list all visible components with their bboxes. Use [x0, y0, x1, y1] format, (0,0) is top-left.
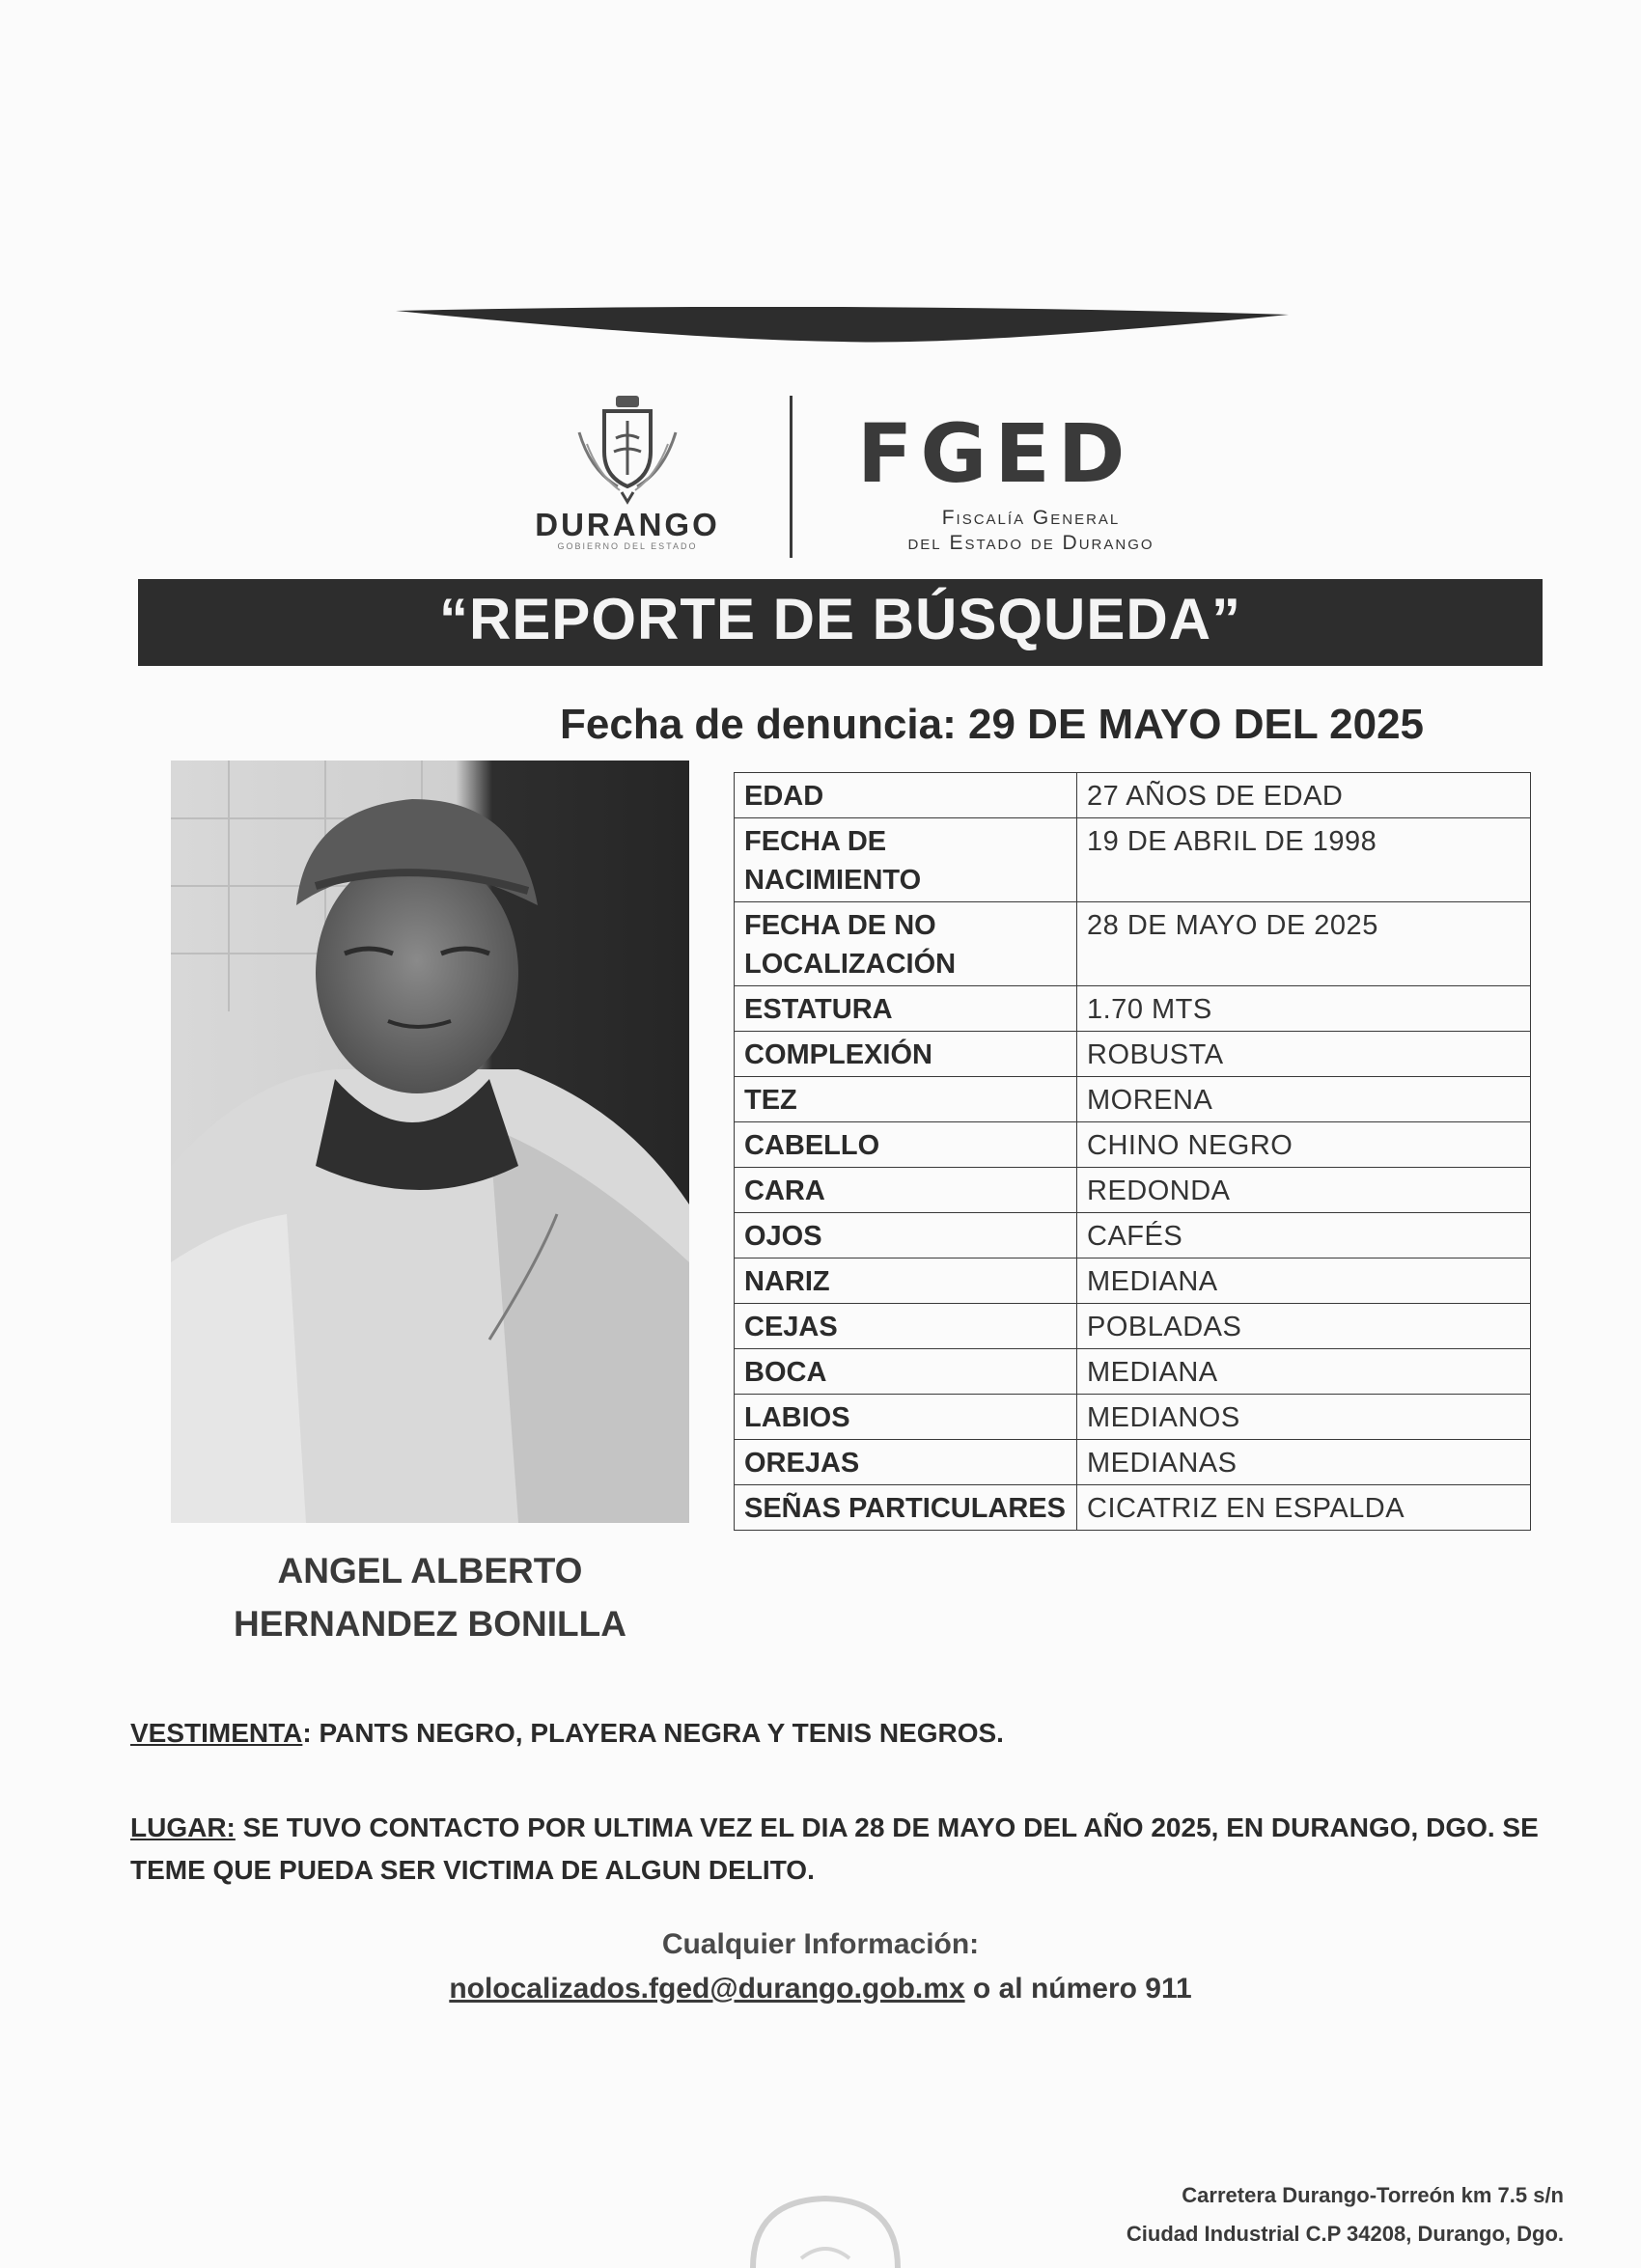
details-label: OJOS	[735, 1213, 1077, 1258]
details-value: CHINO NEGRO	[1077, 1122, 1531, 1168]
details-label: COMPLEXIÓN	[735, 1032, 1077, 1077]
report-date-value: 29 DE MAYO DEL 2025	[968, 701, 1425, 748]
report-date	[560, 701, 1424, 749]
place-text: SE TUVO CONTACTO POR ULTIMA VEZ EL DIA 28 DE MAYO DEL AÑO 2025, EN DURANGO, DGO. SE TEME QUE PUEDA SER VICTIMA DE ALGUN DELITO.	[130, 1812, 1539, 1885]
details-value: 28 DE MAYO DE 2025	[1077, 902, 1531, 986]
person-photo-image	[171, 761, 689, 1523]
details-label: SEÑAS PARTICULARES	[735, 1485, 1077, 1531]
place-label: LUGAR:	[130, 1812, 236, 1842]
details-label: LABIOS	[735, 1395, 1077, 1440]
address-line1: Carretera Durango-Torreón km 7.5 s/n	[1182, 2183, 1564, 2207]
details-label: BOCA	[735, 1349, 1077, 1395]
contact-email-link[interactable]: nolocalizados.fged@durango.gob.mx	[449, 1973, 965, 2005]
details-row	[735, 1032, 1531, 1077]
details-label: CABELLO	[735, 1122, 1077, 1168]
durango-shield-icon	[570, 394, 685, 505]
person-name-line1: ANGEL ALBERTO	[277, 1551, 583, 1590]
details-value: MEDIANA	[1077, 1349, 1531, 1395]
details-row	[735, 1168, 1531, 1213]
header-arc	[396, 307, 1289, 344]
durango-logo-text: DURANGO	[535, 507, 720, 542]
report-date-label: Fecha de denuncia:	[560, 701, 957, 748]
contact-heading: Cualquier Información:	[661, 1928, 980, 1960]
details-row	[735, 818, 1531, 902]
details-value: CICATRIZ EN ESPALDA	[1077, 1485, 1531, 1531]
durango-logo-subtext: GOBIERNO DEL ESTADO	[557, 541, 698, 551]
details-value: 19 DE ABRIL DE 1998	[1077, 818, 1531, 902]
details-value: MEDIANAS	[1077, 1440, 1531, 1485]
details-value: ROBUSTA	[1077, 1032, 1531, 1077]
details-row	[735, 1258, 1531, 1304]
person-name-line2: HERNANDEZ BONILLA	[234, 1604, 626, 1644]
fged-subtext-line2: del Estado de Durango	[907, 532, 1154, 554]
address-line2: Ciudad Industrial C.P 34208, Durango, Dgo.	[1126, 2222, 1564, 2246]
details-row	[735, 986, 1531, 1032]
details-value: MEDIANA	[1077, 1258, 1531, 1304]
details-value: 27 AÑOS DE EDAD	[1077, 773, 1531, 818]
details-table	[734, 772, 1531, 1531]
details-row	[735, 902, 1531, 986]
details-label: OREJAS	[735, 1440, 1077, 1485]
contact-line	[0, 1973, 1641, 2005]
clothing-label: VESTIMENTA	[130, 1718, 303, 1748]
place-paragraph	[130, 1807, 1540, 1892]
details-row	[735, 1122, 1531, 1168]
page-title: “REPORTE DE BÚSQUEDA”	[438, 587, 1242, 651]
clothing-text: : PANTS NEGRO, PLAYERA NEGRA Y TENIS NEGROS.	[302, 1718, 1004, 1748]
fged-logo-subtext	[857, 506, 1205, 556]
details-label: CEJAS	[735, 1304, 1077, 1349]
details-row	[735, 1485, 1531, 1531]
details-row	[735, 1213, 1531, 1258]
person-name	[171, 1544, 689, 1650]
durango-logo	[483, 394, 772, 563]
fged-logo-text: FGED	[857, 406, 1133, 501]
fged-subtext-line1: Fiscalía General	[941, 507, 1121, 529]
details-row	[735, 1395, 1531, 1440]
details-value: MEDIANOS	[1077, 1395, 1531, 1440]
details-label: CARA	[735, 1168, 1077, 1213]
details-row	[735, 1349, 1531, 1395]
details-value: POBLADAS	[1077, 1304, 1531, 1349]
details-row	[735, 1440, 1531, 1485]
details-value: MORENA	[1077, 1077, 1531, 1122]
contact-phone-text: o al número 911	[964, 1973, 1192, 2005]
details-label: FECHA DE NACIMIENTO	[735, 818, 1077, 902]
details-label: TEZ	[735, 1077, 1077, 1122]
logo-divider	[790, 396, 793, 558]
details-value: 1.70 MTS	[1077, 986, 1531, 1032]
details-value: CAFÉS	[1077, 1213, 1531, 1258]
bottom-seal-icon	[743, 2191, 907, 2268]
person-photo	[171, 761, 689, 1523]
details-row	[735, 773, 1531, 818]
details-row	[735, 1077, 1531, 1122]
details-label: EDAD	[735, 773, 1077, 818]
details-value: REDONDA	[1077, 1168, 1531, 1213]
details-label: FECHA DE NO LOCALIZACIÓN	[735, 902, 1077, 986]
details-row	[735, 1304, 1531, 1349]
details-label: NARIZ	[735, 1258, 1077, 1304]
clothing-paragraph	[130, 1712, 1540, 1755]
details-label: ESTATURA	[735, 986, 1077, 1032]
